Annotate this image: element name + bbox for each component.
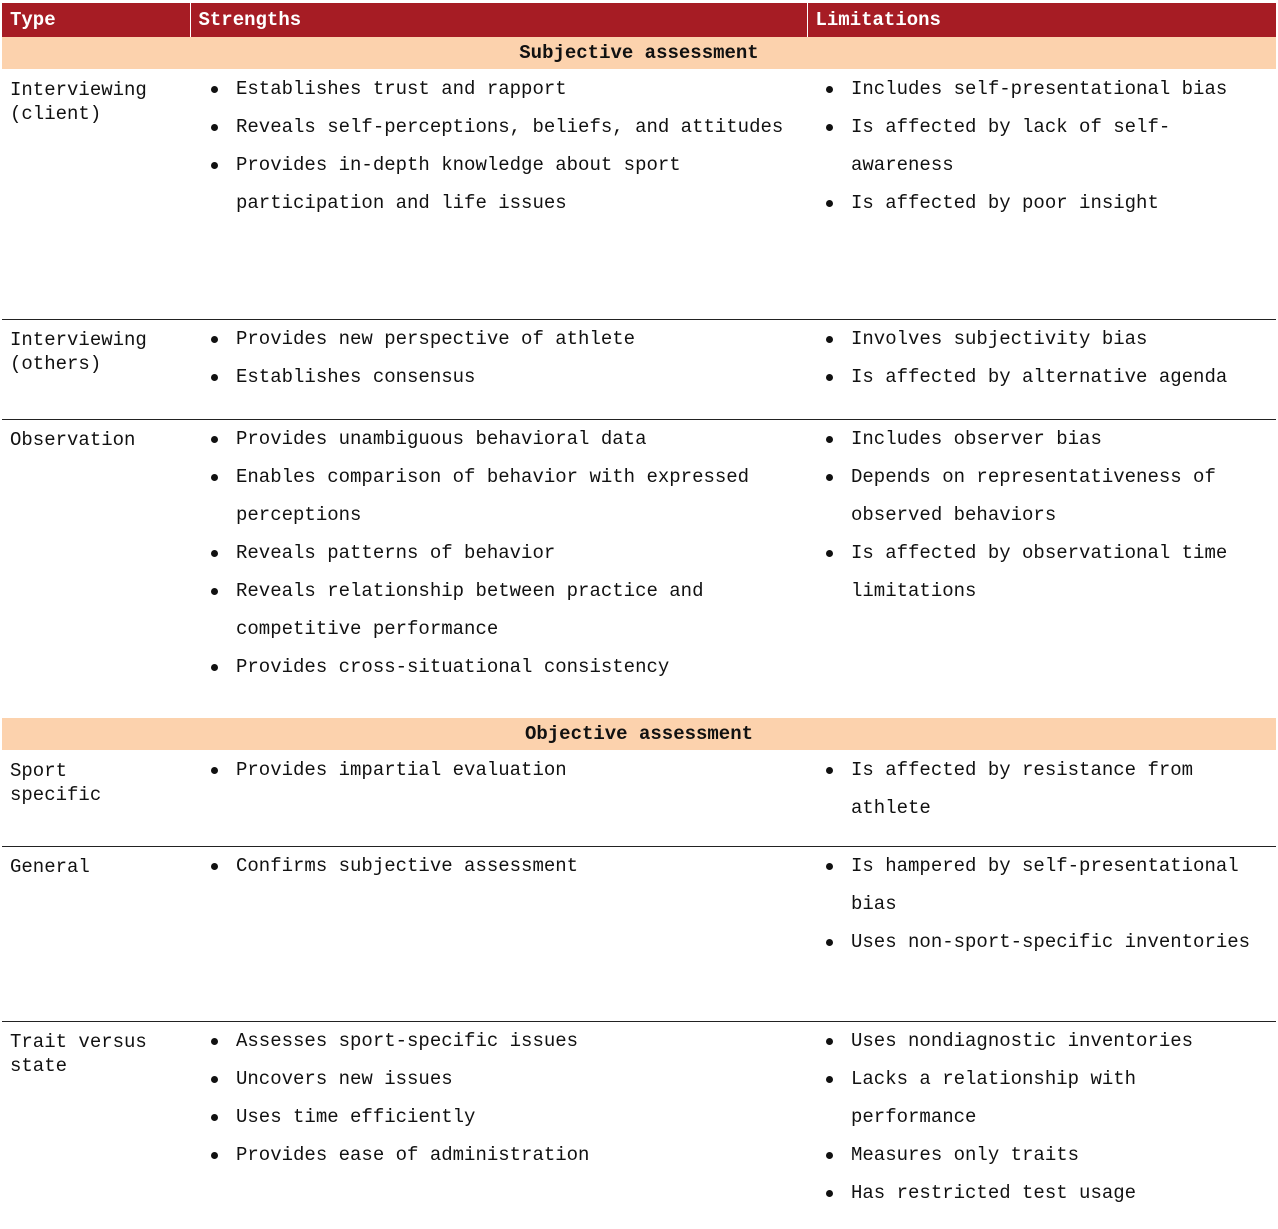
type-cell: Sport specific — [2, 750, 190, 846]
table-row — [2, 320, 1276, 420]
section-header-subjective — [2, 37, 1276, 70]
list-item: Assesses sport-specific issues — [236, 1022, 801, 1060]
assessment-table — [2, 3, 1276, 1229]
list-item: Uses time efficiently — [236, 1098, 801, 1136]
list-item: Includes self-presentational bias — [851, 70, 1270, 108]
list-item: Is affected by observational time limitations — [851, 534, 1270, 610]
type-cell: Interviewing (others) — [2, 320, 190, 420]
strengths-list — [190, 847, 807, 899]
list-item: Uses non-sport-specific inventories — [851, 923, 1270, 961]
list-item: Is hampered by self-presentational bias — [851, 847, 1270, 923]
list-item: Confirms subjective assessment — [236, 847, 801, 885]
list-item: Reveals self-perceptions, beliefs, and attitudes — [236, 108, 801, 146]
header-strengths: Strengths — [190, 3, 807, 37]
list-item: Measures only traits — [851, 1136, 1270, 1174]
list-item: Provides ease of administration — [236, 1136, 801, 1174]
list-item: Reveals relationship between practice and competitive performance — [236, 572, 801, 648]
list-item: Has restricted test usage — [851, 1174, 1270, 1212]
list-item: Establishes consensus — [236, 358, 801, 396]
list-item: Uses nondiagnostic inventories — [851, 1022, 1270, 1060]
section-title: Objective assessment — [2, 718, 1276, 751]
type-cell: Observation — [10, 429, 136, 451]
list-item: Reveals patterns of behavior — [236, 534, 801, 572]
strengths-list — [190, 1022, 807, 1188]
strengths-list — [190, 70, 807, 236]
list-item: Is affected by poor insight — [851, 184, 1270, 222]
strengths-list — [190, 420, 807, 700]
header-limitations: Limitations — [807, 3, 1276, 37]
limitations-list — [807, 70, 1276, 236]
list-item: Provides in-depth knowledge about sport participation and life issues — [236, 146, 801, 222]
list-item: Includes observer bias — [851, 420, 1270, 458]
section-header-objective — [2, 718, 1276, 751]
list-item: Is affected by resistance from athlete — [851, 751, 1270, 827]
list-item: Provides cross-situational consistency — [236, 648, 801, 686]
header-type: Type — [2, 3, 190, 37]
type-cell: Trait versus state — [10, 1030, 147, 1077]
list-item: Is affected by lack of self-awareness — [851, 108, 1270, 184]
strengths-list — [190, 320, 807, 410]
table-row — [2, 846, 1276, 1021]
list-item: Depends on representativeness of observed behaviors — [851, 458, 1270, 534]
strengths-list — [190, 751, 807, 803]
list-item: Is affected by alternative agenda — [851, 358, 1270, 396]
limitations-list — [807, 751, 1276, 841]
type-cell: Interviewing (client) — [2, 70, 190, 320]
limitations-list — [807, 420, 1276, 624]
list-item: Provides unambiguous behavioral data — [236, 420, 801, 458]
type-cell: General — [2, 846, 190, 1021]
table-row — [2, 420, 1276, 718]
list-item: Uncovers new issues — [236, 1060, 801, 1098]
limitations-list — [807, 320, 1276, 410]
table-row — [2, 1021, 1276, 1229]
limitations-list — [807, 1022, 1276, 1226]
list-item: Lacks a relationship with performance — [851, 1060, 1270, 1136]
limitations-list — [807, 847, 1276, 975]
table-row — [2, 70, 1276, 320]
list-item: Provides impartial evaluation — [236, 751, 801, 789]
table-row — [2, 750, 1276, 846]
list-item: Enables comparison of behavior with expressed perceptions — [236, 458, 801, 534]
list-item: Establishes trust and rapport — [236, 70, 801, 108]
section-title: Subjective assessment — [2, 37, 1276, 70]
list-item: Involves subjectivity bias — [851, 320, 1270, 358]
header-row — [2, 3, 1276, 37]
list-item: Provides new perspective of athlete — [236, 320, 801, 358]
